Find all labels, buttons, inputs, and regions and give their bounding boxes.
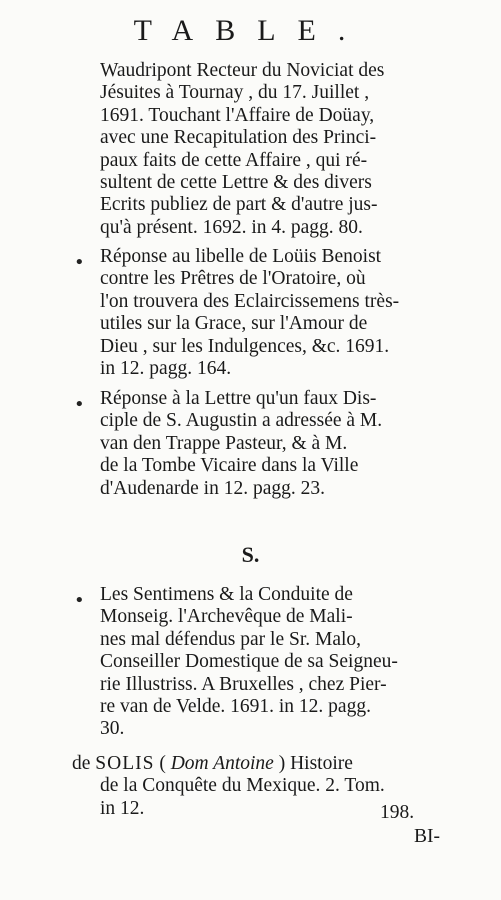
- entry-line: Dieu , sur les Indulgences, &c. 1691.: [100, 335, 390, 357]
- entry-line: de la Tombe Vicaire dans la Ville: [100, 455, 359, 477]
- entry-line: in 12. pagg. 164.: [100, 358, 232, 380]
- entry-marker-icon: •: [74, 394, 85, 415]
- author-name: SOLIS: [95, 753, 155, 774]
- entry-reponse-libelle: [100, 246, 450, 380]
- entry-line: 30.: [100, 718, 125, 740]
- entry-marker-icon: •: [74, 590, 85, 611]
- entry-line: Monseig. l'Archevêque de Mali-: [100, 606, 353, 628]
- entry-reponse-lettre: [100, 388, 450, 500]
- section-heading: S.: [241, 542, 260, 567]
- page-number: 198.: [380, 802, 415, 823]
- entry-line: in 12.: [100, 797, 145, 819]
- entry-line: 1691. Touchant l'Affaire de Doüay,: [100, 104, 375, 126]
- entry-line: Ecrits publiez de part & d'autre jus-: [100, 194, 378, 216]
- entry-line: Réponse à la Lettre qu'un faux Dis-: [100, 388, 377, 409]
- entry-line: l'on trouvera des Eclaircissemens très-: [100, 290, 400, 312]
- entry-sentimens: [100, 584, 450, 741]
- entry-line: qu'à présent. 1692. in 4. pagg. 80.: [100, 216, 363, 238]
- author-prefix: de: [72, 753, 96, 774]
- title-start: Histoire: [290, 753, 353, 774]
- entry-line: nes mal défendus par le Sr. Malo,: [100, 628, 362, 650]
- entry-line: contre les Prêtres de l'Oratoire, où: [100, 268, 366, 290]
- entry-line: Réponse au libelle de Loüis Benoist: [100, 246, 382, 267]
- entry-line: paux faits de cette Affaire , qui ré-: [100, 149, 368, 171]
- entry-line: Les Sentimens & la Conduite de: [100, 584, 353, 605]
- catchword: BI-: [414, 826, 440, 847]
- entry-line: utiles sur la Grace, sur l'Amour de: [100, 313, 368, 335]
- entry-line: Waudripont Recteur du Noviciat des: [100, 60, 385, 81]
- entry-line: avec une Recapitulation des Princi-: [100, 127, 377, 149]
- entry-line: van den Trappe Pasteur, & à M.: [100, 432, 348, 454]
- entry-line: re van de Velde. 1691. in 12. pagg.: [100, 696, 371, 718]
- entry-line: d'Audenarde in 12. pagg. 23.: [100, 477, 326, 499]
- author-given-name: Dom Antoine: [170, 753, 274, 774]
- entry-line: rie Illustriss. A Bruxelles , chez Pier-: [100, 673, 387, 695]
- entry-waudripont: [100, 60, 450, 239]
- paren-open: (: [154, 753, 171, 774]
- entry-line: ciple de S. Augustin a adressée à M.: [100, 410, 383, 432]
- entry-line: [72, 753, 454, 775]
- page-header: TABLE.: [133, 14, 368, 47]
- entry-line: sultent de cette Lettre & des divers: [100, 172, 372, 194]
- entry-line: de la Conquête du Mexique. 2. Tom.: [100, 775, 385, 797]
- entry-line: Jésuites à Tournay , du 17. Juillet ,: [100, 82, 370, 104]
- entry-marker-icon: •: [74, 252, 85, 273]
- entry-line: Conseiller Domestique de sa Seigneu-: [100, 651, 398, 673]
- paren-close: ): [273, 753, 291, 774]
